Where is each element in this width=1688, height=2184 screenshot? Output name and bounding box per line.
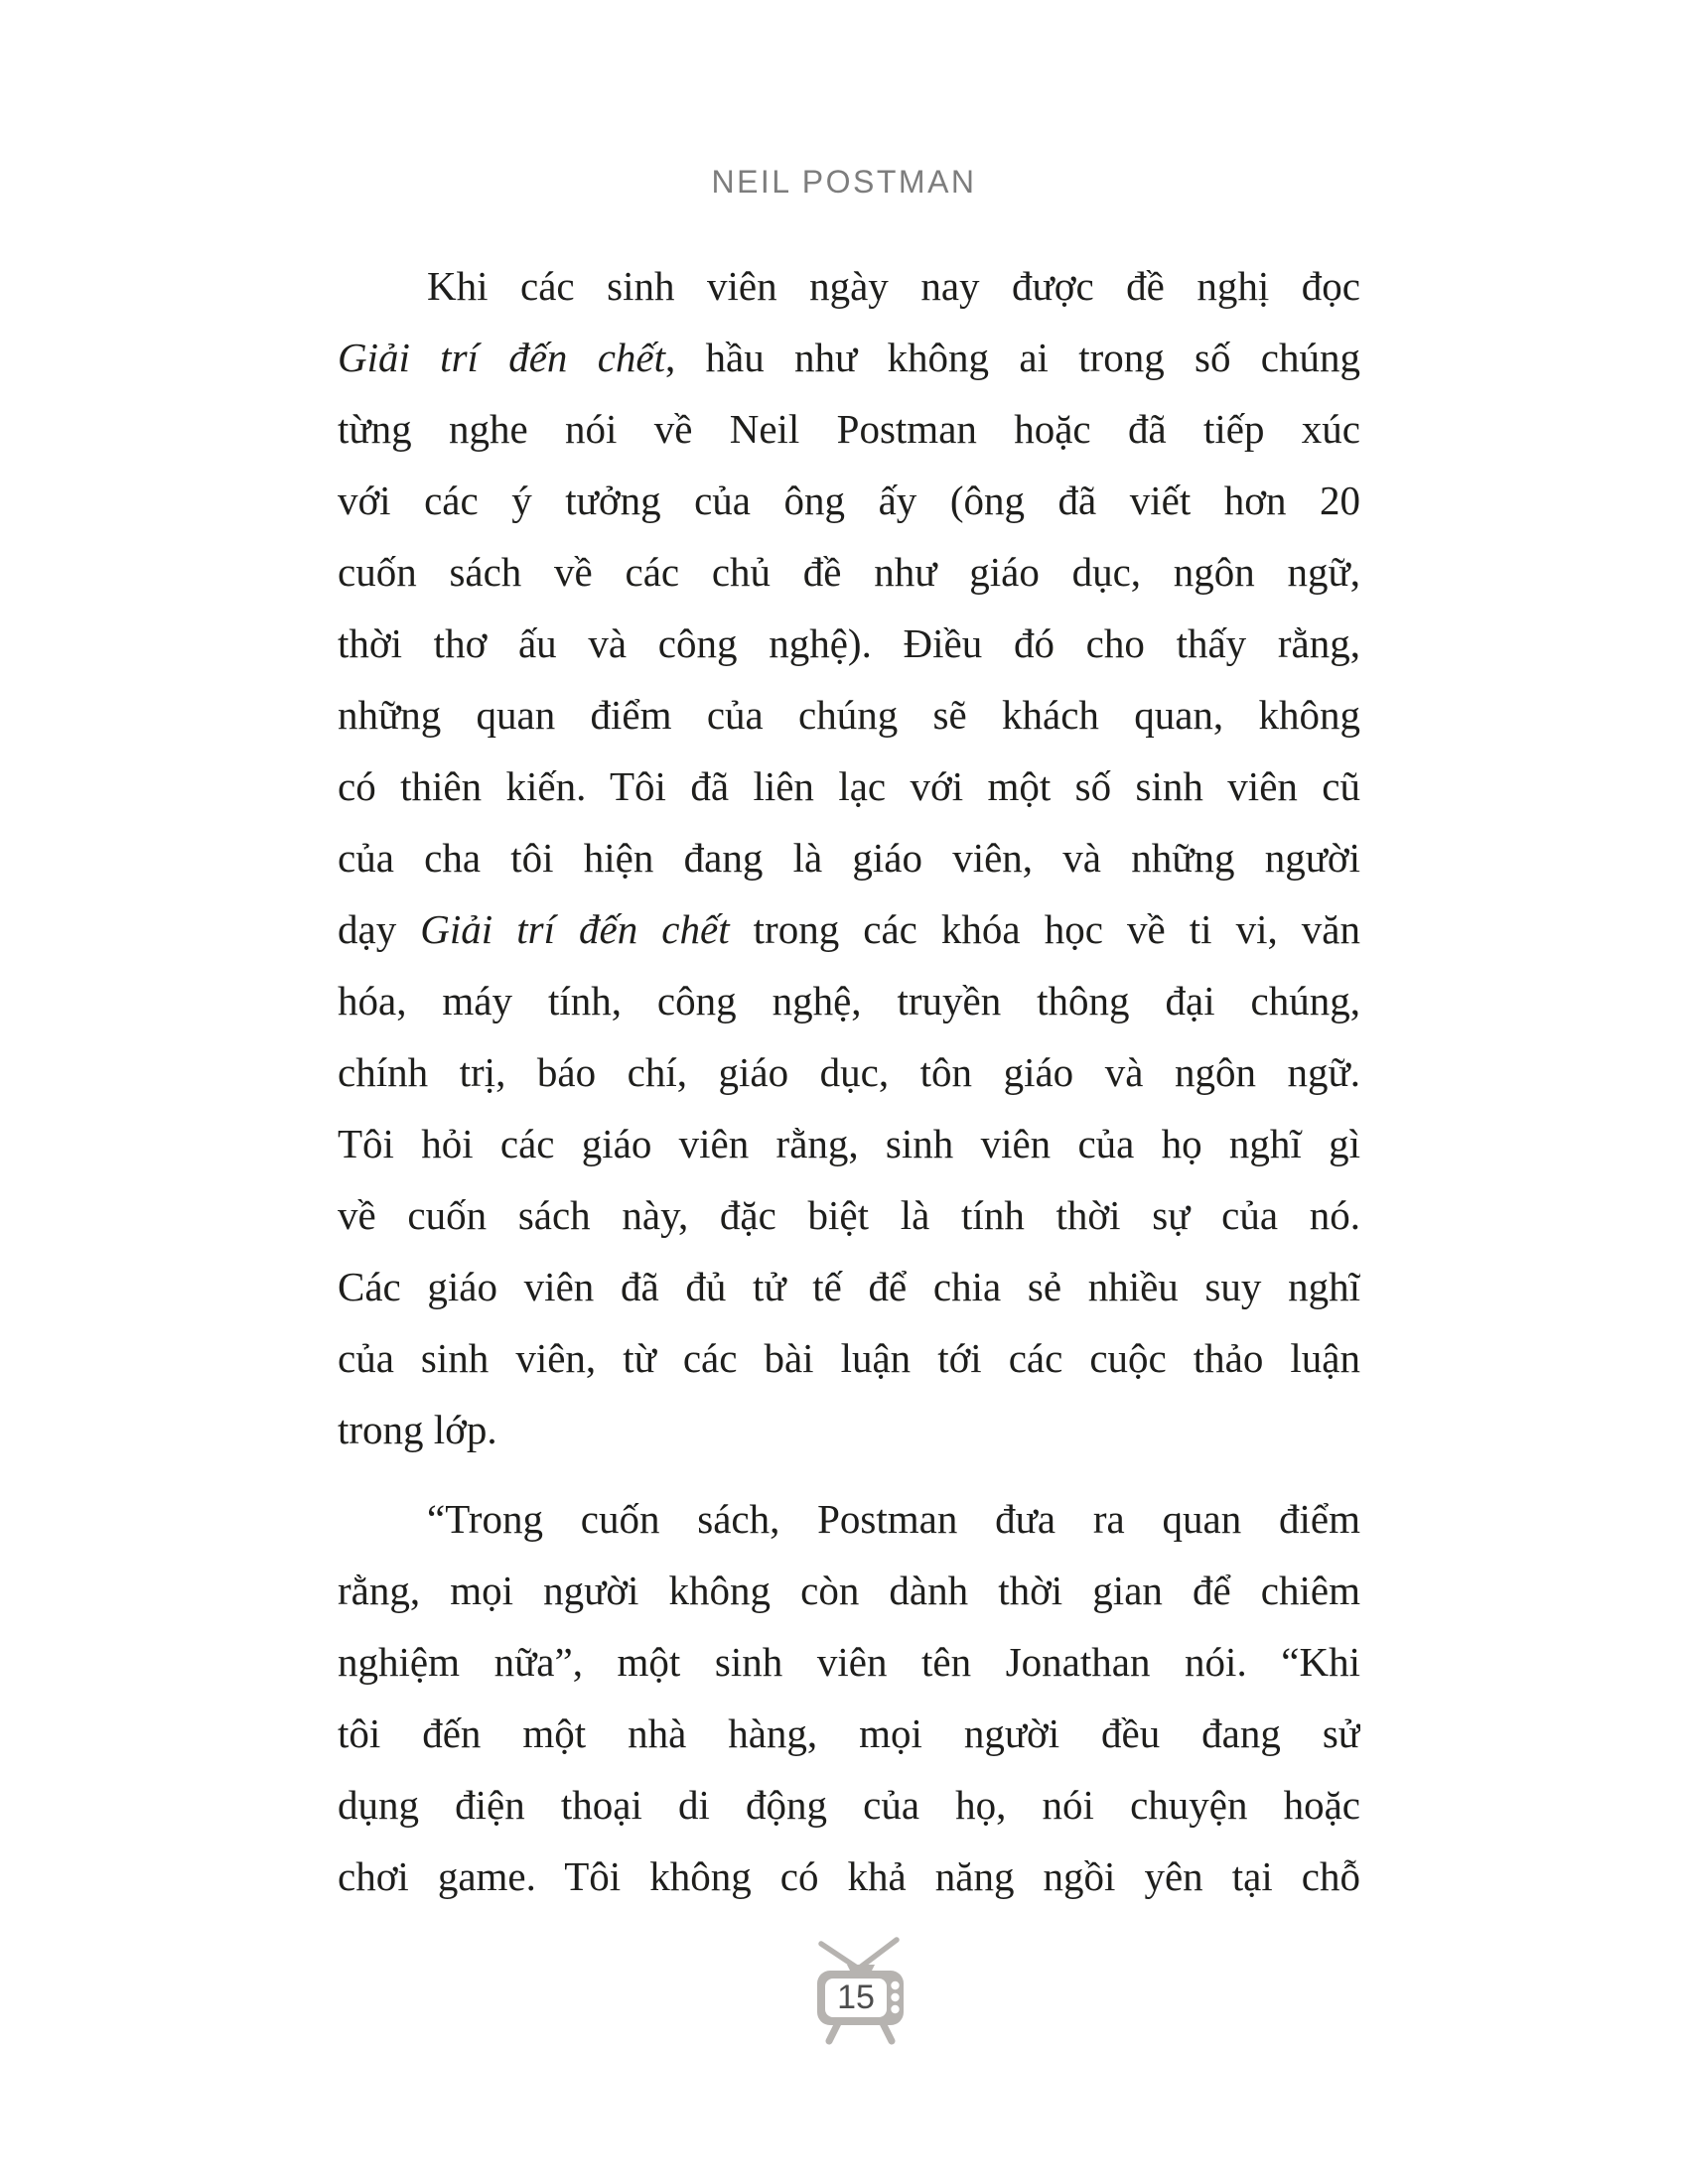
text-segment: trong lớp. [338,1407,497,1452]
text-segment: chính trị, báo chí, giáo dục, tôn giáo và ngôn ngữ. [338,1049,1360,1095]
text-line [338,1251,1360,1322]
text-line [338,1036,1360,1108]
text-segment: có thiên kiến. Tôi đã liên lạc với một số sinh viên cũ [338,763,1360,809]
text-line [338,322,1360,393]
text-line [338,1698,1360,1769]
text-segment: , hầu như không ai trong số chúng [665,335,1360,380]
text-segment: rằng, mọi người không còn dành thời gian để chiêm [338,1568,1360,1613]
text-segment: tôi đến một nhà hàng, mọi người đều đang sử [338,1710,1360,1756]
text-block [338,250,1360,1912]
text-line [338,1322,1360,1394]
text-segment: nghiệm nữa”, một sinh viên tên Jonathan nói. “Khi [338,1639,1360,1685]
text-segment: dụng điện thoại di động của họ, nói chuyện hoặc [338,1782,1360,1828]
text-line [338,536,1360,608]
text-line [338,1626,1360,1698]
text-line [338,465,1360,536]
text-segment: Tôi hỏi các giáo viên rằng, sinh viên của họ nghĩ gì [338,1121,1360,1166]
text-segment: dạy [338,906,421,952]
text-line [338,250,1360,322]
text-segment: từng nghe nói về Neil Postman hoặc đã tiếp xúc [338,406,1360,452]
text-segment: chơi game. Tôi không có khả năng ngồi yên tại chỗ [338,1853,1360,1899]
text-line [338,1841,1360,1912]
text-segment: của sinh viên, từ các bài luận tới các cuộc thảo luận [338,1335,1360,1381]
text-segment: của cha tôi hiện đang là giáo viên, và những người [338,835,1360,881]
text-segment: Các giáo viên đã đủ tử tế để chia sẻ nhiều suy nghĩ [338,1264,1360,1309]
paragraph [338,1483,1360,1912]
text-segment: trong các khóa học về ti vi, văn [729,906,1360,952]
text-line [338,1179,1360,1251]
book-title-italic: Giải trí đến chết [338,335,665,380]
book-title-italic: Giải trí đến chết [420,906,730,952]
text-segment: về cuốn sách này, đặc biệt là tính thời sự của nó. [338,1192,1360,1238]
text-line [338,822,1360,893]
text-segment: thời thơ ấu và công nghệ). Điều đó cho thấy rằng, [338,620,1360,666]
text-line [338,751,1360,822]
text-line [338,1108,1360,1179]
text-line [338,679,1360,751]
text-line [338,965,1360,1036]
text-segment: Khi các sinh viên ngày nay được đề nghị đọc [427,263,1360,309]
paragraph [338,250,1360,1465]
text-line [338,608,1360,679]
page-footer [800,1936,915,2045]
text-line [338,893,1360,965]
text-line [338,393,1360,465]
running-header: NEIL POSTMAN [711,164,977,200]
text-segment: cuốn sách về các chủ đề như giáo dục, ngôn ngữ, [338,549,1360,595]
text-segment: “Trong cuốn sách, Postman đưa ra quan điểm [427,1496,1360,1542]
text-line [338,1555,1360,1626]
text-segment: hóa, máy tính, công nghệ, truyền thông đại chúng, [338,978,1360,1024]
text-line [338,1769,1360,1841]
text-segment: những quan điểm của chúng sẽ khách quan, không [338,692,1360,738]
text-line [338,1483,1360,1555]
tv-icon [800,1936,915,2045]
text-line [338,1394,1360,1465]
text-segment: với các ý tưởng của ông ấy (ông đã viết hơn 20 [338,478,1360,523]
page-number: 15 [837,1979,875,2016]
